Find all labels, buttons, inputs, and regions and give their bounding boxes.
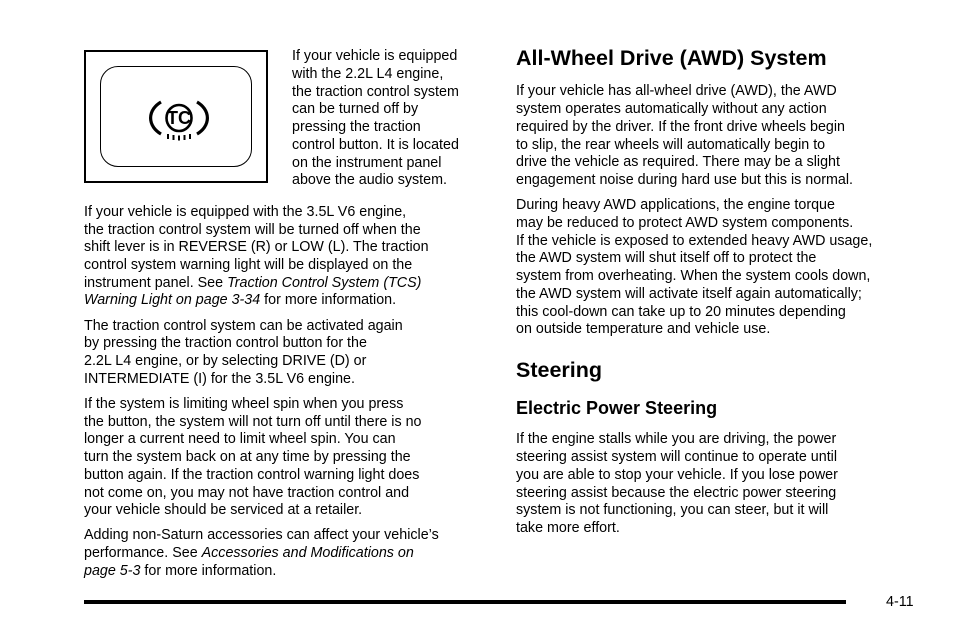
paragraph-line: the button, the system will not turn off until there is no bbox=[84, 414, 422, 430]
intro-line: with the 2.2L L4 engine, bbox=[292, 66, 444, 82]
paragraph-line: you are able to stop your vehicle. If you lose power bbox=[516, 467, 838, 483]
text: performance. See bbox=[84, 545, 202, 561]
paragraph-line: engagement noise during hard use but this is normal. bbox=[516, 172, 853, 188]
paragraph-line: this cool-down can take up to 20 minutes depending bbox=[516, 304, 846, 320]
paragraph-line: If the system is limiting wheel spin when you press bbox=[84, 396, 404, 412]
paragraph-line: your vehicle should be serviced at a retailer. bbox=[84, 502, 363, 518]
paragraph-line: steering assist system will continue to operate until bbox=[516, 449, 838, 465]
paragraph-line: 2.2L L4 engine, or by selecting DRIVE (D) or bbox=[84, 353, 367, 369]
page-number: 4-11 bbox=[886, 594, 914, 610]
paragraph-line: Adding non-Saturn accessories can affect your vehicle’s bbox=[84, 527, 439, 543]
paragraph-line: drive the vehicle as required. There may be a slight bbox=[516, 154, 840, 170]
cross-reference-link: Warning Light on page 3-34 bbox=[84, 292, 261, 308]
paragraph-line: by pressing the traction control button for the bbox=[84, 335, 367, 351]
text: for more information. bbox=[260, 292, 397, 308]
traction-control-button-illustration bbox=[84, 50, 268, 183]
paragraph-line: required by the driver. If the front drive wheels begin bbox=[516, 119, 846, 135]
button-outline bbox=[100, 66, 252, 167]
paragraph-line: If your vehicle has all-wheel drive (AWD), the AWD bbox=[516, 83, 837, 99]
awd-heading: All-Wheel Drive (AWD) System bbox=[516, 46, 827, 70]
intro-line: control button. It is located bbox=[292, 137, 459, 153]
paragraph-line: the AWD system will activate itself again automatically; bbox=[516, 286, 862, 302]
paragraph-line: turn the system back on at any time by pressing the bbox=[84, 449, 411, 465]
paragraph-line: not come on, you may not have traction control and bbox=[84, 485, 410, 501]
paragraph-line: the traction control system will be turned off when the bbox=[84, 222, 421, 238]
footer-rule bbox=[84, 600, 846, 604]
paragraph-line: may be reduced to protect AWD system components. bbox=[516, 215, 854, 231]
paragraph-line: on outside temperature and vehicle use. bbox=[516, 321, 771, 337]
paragraph-line: During heavy AWD applications, the engine torque bbox=[516, 197, 835, 213]
paragraph-line bbox=[84, 545, 414, 563]
paragraph-line: take more effort. bbox=[516, 520, 620, 536]
intro-line: If your vehicle is equipped bbox=[292, 48, 458, 64]
cross-reference-link: Traction Control System (TCS) bbox=[227, 275, 422, 291]
cross-reference-link: Accessories and Modifications on bbox=[201, 545, 414, 561]
text: for more information. bbox=[140, 563, 277, 579]
traction-control-icon bbox=[149, 94, 209, 144]
paragraph-line: button again. If the traction control warning light does bbox=[84, 467, 420, 483]
cross-reference-link: page 5-3 bbox=[84, 563, 141, 579]
eps-subheading: Electric Power Steering bbox=[516, 398, 718, 418]
paragraph-line bbox=[84, 275, 421, 293]
paragraph-line: system from overheating. When the system cools down, bbox=[516, 268, 871, 284]
paragraph-line: the AWD system will shut itself off to protect the bbox=[516, 250, 817, 266]
intro-line: the traction control system bbox=[292, 84, 459, 100]
paragraph-line bbox=[84, 563, 276, 581]
paragraph-line: to slip, the rear wheels will automatically begin to bbox=[516, 137, 826, 153]
paragraph-line: If the engine stalls while you are driving, the power bbox=[516, 431, 837, 447]
paragraph-line: system operates automatically without any action bbox=[516, 101, 827, 117]
paragraph-line: INTERMEDIATE (I) for the 3.5L V6 engine. bbox=[84, 371, 355, 387]
paragraph-line: control system warning light will be displayed on the bbox=[84, 257, 413, 273]
text: instrument panel. See bbox=[84, 275, 228, 291]
steering-heading: Steering bbox=[516, 358, 603, 382]
intro-line: on the instrument panel bbox=[292, 155, 442, 171]
paragraph-line bbox=[84, 292, 396, 310]
paragraph-line: steering assist because the electric power steering bbox=[516, 485, 837, 501]
paragraph-line: shift lever is in REVERSE (R) or LOW (L). The traction bbox=[84, 239, 429, 255]
paragraph-line: system is not functioning, you can steer, but it will bbox=[516, 502, 829, 518]
paragraph-line: If the vehicle is exposed to extended heavy AWD usage, bbox=[516, 233, 873, 249]
paragraph-line: If your vehicle is equipped with the 3.5L V6 engine, bbox=[84, 204, 407, 220]
intro-line: can be turned off by bbox=[292, 101, 419, 117]
intro-line: pressing the traction bbox=[292, 119, 421, 135]
paragraph-line: longer a current need to limit wheel spin. You can bbox=[84, 431, 396, 447]
intro-line: above the audio system. bbox=[292, 172, 447, 188]
tc-icon-text: TC bbox=[167, 108, 191, 128]
paragraph-line: The traction control system can be activated again bbox=[84, 318, 403, 334]
